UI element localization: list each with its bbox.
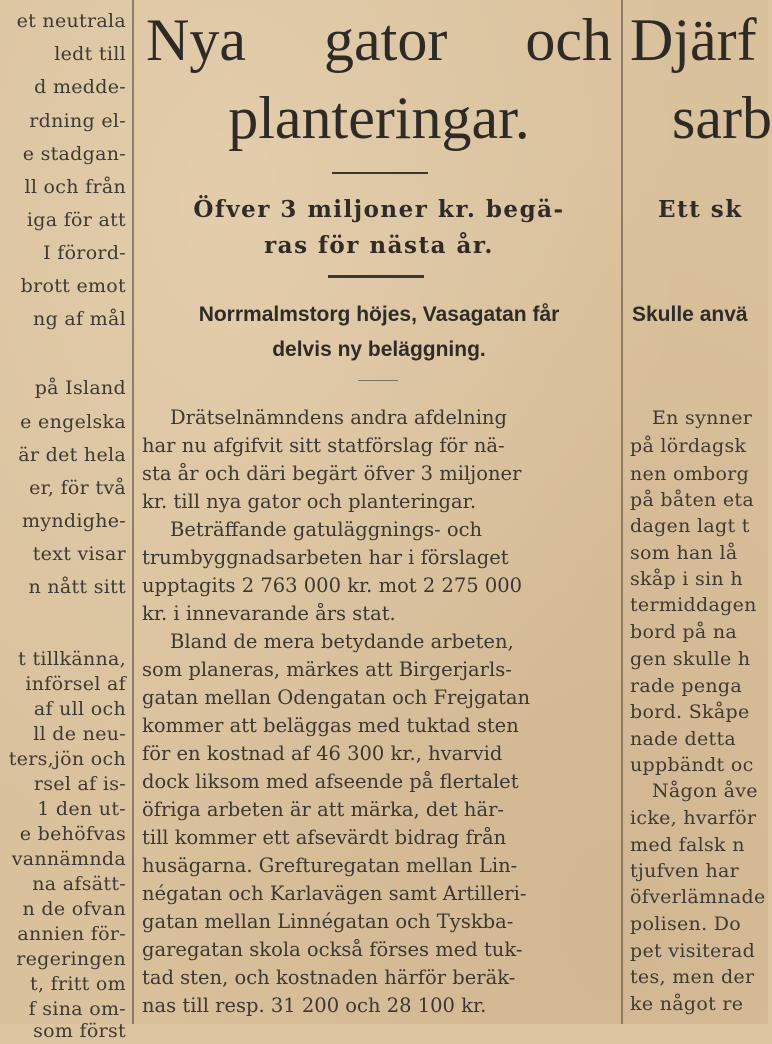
right-column-line: rade penga (630, 675, 742, 697)
article-body-line (142, 853, 612, 879)
article-body-line (142, 825, 612, 851)
subheadline-1: Öfver 3 miljoner kr. begä- (193, 196, 565, 223)
column-rule-right (621, 0, 623, 1024)
left-column-line: ng af mål (33, 308, 126, 330)
left-column-line: ll de neu- (33, 723, 126, 745)
left-column-line: text visar (32, 543, 126, 565)
article-body-line (142, 657, 612, 683)
article-body-line (142, 993, 612, 1019)
left-column-line: e engelska (20, 411, 126, 433)
body-text: sta år och däri begärt öfver 3 miljoner (142, 462, 522, 485)
left-column-line: na afsätt- (32, 873, 126, 895)
article-body-line (142, 517, 612, 543)
right-headline-line-2: sarb (672, 85, 772, 151)
right-subheadline-2: Skulle anvä (632, 303, 748, 326)
body-text: upptagits 2 763 000 kr. mot 2 275 000 (142, 574, 523, 597)
body-text: Beträffande gatuläggnings- och (170, 518, 483, 541)
body-text: négatan och Karlavägen samt Artilleri- (142, 882, 527, 905)
left-column-line: t, fritt om (30, 973, 126, 995)
body-text: kr. i innevarande års stat. (142, 602, 396, 625)
body-text: för en kostnad af 46 300 kr., hvarvid (142, 742, 503, 765)
right-column-line: icke, hvarför (630, 807, 757, 829)
left-column-line: I förord- (43, 242, 126, 264)
left-column-line: e stadgan- (22, 143, 126, 165)
body-text: Bland de mera betydande arbeten, (170, 630, 514, 653)
left-column-line: iga för att (26, 209, 126, 231)
left-column-line: n de ofvan (22, 898, 126, 920)
subhead-divider (328, 275, 424, 278)
body-text: kr. till nya gator och planteringar. (142, 490, 477, 513)
article-body-line (142, 685, 612, 711)
left-column-line: d medde- (34, 76, 126, 98)
left-column-line: n nått sitt (28, 576, 126, 598)
left-column-line: t tillkänna, (18, 648, 126, 670)
left-column-line: rdning el- (29, 110, 126, 132)
article-body-line (142, 601, 612, 627)
left-column-line: af ull och (33, 698, 126, 720)
headline-line-2: planteringar. (228, 85, 530, 151)
subheadline-4: delvis ny beläggning. (272, 338, 486, 361)
left-column-line: ledt till (54, 43, 126, 65)
body-text: till kommer ett afsevärdt bidrag från (142, 826, 507, 849)
right-column-line: nen omborg (630, 463, 750, 485)
subheadline-3: Norrmalmstorg höjes, Vasagatan får (198, 303, 560, 326)
right-column-line: på lördagsk (630, 435, 747, 457)
right-column (624, 0, 772, 1024)
right-column-line: pet visiterad (630, 940, 756, 962)
right-subheadline-1: Ett sk (658, 196, 743, 223)
headline-divider (332, 172, 428, 174)
left-column-line: myndighe- (22, 510, 126, 532)
body-text: som planeras, märkes att Birgerjarls- (142, 658, 512, 681)
body-text: husägarna. Grefturegatan mellan Lin- (142, 854, 518, 877)
headline-word: och (525, 7, 612, 73)
left-column-line: annien för- (17, 923, 126, 945)
right-column-line: gen skulle h (630, 648, 751, 670)
right-column-line: bord på na (630, 621, 737, 643)
body-text: trumbyggnadsarbeten har i förslaget (142, 546, 509, 569)
column-rule-left (132, 0, 134, 1024)
right-column-line: på båten eta (630, 489, 754, 511)
body-text: nas till resp. 31 200 och 28 100 kr. (142, 994, 487, 1017)
main-article (138, 0, 620, 1024)
body-text: Drätselnämndens andra afdelning (170, 406, 507, 429)
body-text: garegatan skola också förses med tuk- (142, 938, 523, 961)
right-column-line: öfverlämnade (630, 886, 766, 908)
right-column-line: tjufven har (630, 860, 739, 882)
article-body-line (142, 909, 612, 935)
article-body-line (142, 769, 612, 795)
body-text: dock liksom med afseende på flertalet (142, 770, 519, 793)
article-body-line (142, 937, 612, 963)
article-body-line (142, 713, 612, 739)
left-column-line: brott emot (20, 275, 126, 297)
right-column-line: uppbändt oc (630, 754, 754, 776)
body-text: kommer att beläggas med tuktad sten (142, 714, 519, 737)
right-column-line: med falsk n (630, 834, 745, 856)
left-column (0, 0, 132, 1042)
body-text: gatan mellan Odengatan och Frejgatan (142, 686, 531, 709)
right-column-line: Någon åve (652, 780, 758, 802)
left-column-line: som först (33, 1020, 126, 1042)
right-column-line: En synner (652, 407, 753, 429)
right-column-line: tes, men der (630, 966, 755, 988)
headline-word: Nya (146, 7, 246, 73)
right-column-line: nade detta (630, 728, 737, 750)
right-column-line: som han lå (630, 542, 738, 564)
article-body-line (142, 461, 612, 487)
left-column-line: 1 den ut- (37, 798, 126, 820)
right-column-line: dagen lagt t (630, 515, 750, 537)
article-body-line (142, 545, 612, 571)
headline-line-1 (138, 6, 620, 75)
left-column-line: ters,jön och (8, 748, 126, 770)
subheadline-2: ras för nästa år. (264, 232, 494, 259)
right-column-line: polisen. Do (630, 913, 742, 935)
right-column-line: skåp i sin h (630, 568, 743, 590)
left-column-line: f sina om- (28, 998, 126, 1020)
body-text: har nu afgifvit sitt statförslag för nä- (142, 434, 505, 457)
left-column-line: är det hela (18, 444, 126, 466)
body-text: gatan mellan Linnégatan och Tyskba- (142, 910, 514, 933)
left-column-line: ll och från (24, 176, 126, 198)
article-body-line (142, 405, 612, 431)
left-column-line: införsel af (25, 673, 126, 695)
left-column-line: er, för två (29, 477, 126, 499)
left-column-line: rsel af is- (33, 773, 126, 795)
headline-word: gator (324, 7, 448, 73)
right-column-line: ke något re (630, 993, 744, 1015)
article-body-line (142, 573, 612, 599)
right-column-line: termiddagen (630, 594, 757, 616)
left-column-line: vannämnda (11, 848, 126, 870)
left-column-line: på Island (34, 377, 126, 399)
left-column-line: regeringen (16, 948, 126, 970)
body-text: öfriga arbeten är att märka, det här- (142, 798, 504, 821)
body-text: tad sten, och kostnaden härför beräk- (142, 966, 516, 989)
article-body-line (142, 797, 612, 823)
article-body-line (142, 741, 612, 767)
left-column-line: et neutrala (16, 10, 126, 32)
article-body-line (142, 489, 612, 515)
right-headline-line-1: Djärf (630, 7, 757, 73)
article-body-line (142, 965, 612, 991)
article-body-line (142, 433, 612, 459)
article-body-line (142, 629, 612, 655)
right-column-line: bord. Skåpe (630, 701, 750, 723)
article-body-line (142, 881, 612, 907)
left-column-line: e behöfvas (19, 823, 126, 845)
body-divider (358, 380, 398, 381)
